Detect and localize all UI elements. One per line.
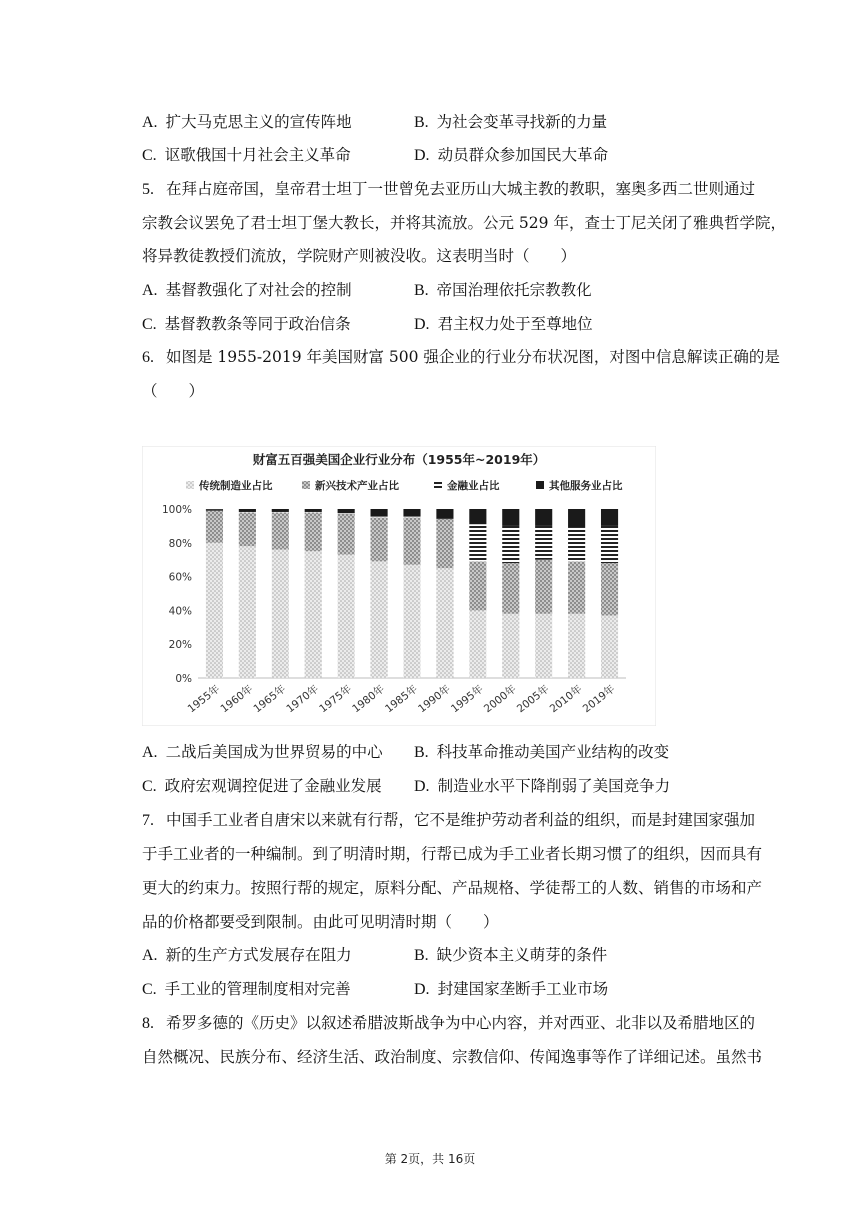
option-text: 封建国家垄断手工业市场	[437, 980, 609, 998]
option-letter: D.	[414, 778, 430, 795]
stem-text: 宗教会议罢免了君士坦丁堡大教长，并将其流放。公元 529 年，查士丁尼关闭了雅典哲学院，	[142, 214, 786, 232]
option-letter: B.	[414, 947, 429, 964]
bar-segment	[206, 510, 223, 511]
q5-option-d	[414, 314, 593, 335]
bar-segment	[272, 550, 289, 678]
bar-segment	[272, 512, 289, 549]
option-text: 二战后美国成为世界贸易的中心	[165, 743, 383, 761]
bar-segment	[535, 560, 552, 614]
x-tick-label: 2005年	[514, 682, 552, 716]
bar-segment	[568, 561, 585, 613]
q5-stem-line-1	[142, 179, 756, 200]
bar-segment	[206, 543, 223, 678]
q6-option-c	[142, 776, 382, 797]
bar-segment	[239, 512, 256, 513]
legend-item	[536, 479, 623, 492]
option-text: 基督教强化了对社会的控制	[165, 281, 352, 299]
q5-stem-line-3	[142, 246, 752, 266]
bar-segment	[502, 563, 519, 614]
option-text: 制造业水平下降削弱了美国竞争力	[437, 777, 671, 795]
bar-segment	[206, 511, 223, 543]
q8-stem-line-1	[142, 1013, 756, 1034]
legend-item	[186, 479, 273, 492]
question-number: 5.	[142, 181, 154, 198]
bar-segment	[502, 509, 519, 526]
x-tick-label: 1965年	[251, 682, 289, 716]
option-letter: D.	[414, 147, 430, 164]
stem-text: 中国手工业者自唐宋以来就有行帮，它不是维护劳动者利益的组织，而是封建国家强加	[166, 811, 756, 829]
option-letter: A.	[142, 114, 158, 131]
bar-segment	[469, 509, 486, 524]
q6-stem-line-2	[142, 381, 752, 401]
x-tick-label: 1975年	[317, 682, 355, 716]
q5-option-b	[414, 280, 592, 301]
option-letter: B.	[414, 744, 429, 761]
option-letter: B.	[414, 114, 429, 131]
option-letter: D.	[414, 981, 430, 998]
stem-text: 于手工业者的一种编制。到了明清时期，行帮已成为手工业者长期习惯了的组织，因而具有	[142, 845, 763, 863]
q5-stem-line-2	[142, 213, 786, 233]
x-tick-label: 1980年	[350, 682, 387, 716]
q5-option-c	[142, 314, 351, 335]
x-tick-label: 2010年	[547, 682, 585, 716]
bar-segment	[436, 519, 453, 568]
x-tick-label: 1970年	[284, 682, 322, 716]
option-text: 君主权力处于至尊地位	[437, 315, 593, 333]
y-tick-label: 40%	[168, 605, 192, 618]
bar-segment	[469, 610, 486, 678]
q6-stem-line-1	[142, 347, 780, 368]
option-text: 帝国治理依托宗教教化	[436, 281, 592, 299]
q6-option-b	[414, 742, 669, 763]
bar-segment	[568, 509, 585, 528]
q7-stem-line-4	[142, 912, 752, 932]
stem-text: 更大的约束力。按照行帮的规定，原料分配、产品规格、学徒帮工的人数、销售的市场和产	[142, 879, 763, 897]
q7-option-a	[142, 945, 352, 966]
bar-segment	[535, 509, 552, 526]
legend-label: 新兴技术产业占比	[315, 480, 399, 492]
bar-segment	[502, 526, 519, 563]
q4-option-d	[414, 145, 608, 166]
stem-text: 在拜占庭帝国，皇帝君士坦丁一世曾免去亚历山大城主教的教职，塞奥多西二世则通过	[166, 180, 756, 198]
stem-text: 品的价格都要受到限制。由此可见明清时期（ ）	[142, 913, 499, 931]
bar-segment	[206, 509, 223, 510]
chart-title: 财富五百强美国企业行业分布（1955年~2019年）	[252, 452, 546, 467]
question-number: 8.	[142, 1015, 154, 1032]
q4-option-c	[142, 145, 351, 166]
q7-option-c	[142, 979, 351, 1000]
x-tick-label: 1960年	[218, 682, 256, 716]
legend-item	[302, 479, 399, 492]
bar-segment	[239, 546, 256, 678]
option-letter: C.	[142, 981, 157, 998]
option-letter: C.	[142, 147, 157, 164]
bar-segment	[371, 517, 388, 518]
bar-segment	[403, 517, 420, 564]
bar-segment	[601, 563, 618, 615]
page-footer: 第 2页，共 16页	[384, 1152, 476, 1166]
q6-option-a	[142, 742, 383, 763]
x-tick-label: 2000年	[481, 682, 519, 716]
bar-segment	[469, 561, 486, 610]
bar-segment	[305, 551, 322, 678]
option-text: 政府宏观调控促进了金融业发展	[164, 777, 382, 795]
option-text: 讴歌俄国十月社会主义革命	[164, 146, 351, 164]
option-text: 手工业的管理制度相对完善	[164, 980, 351, 998]
option-letter: B.	[414, 282, 429, 299]
question-number: 6.	[142, 349, 154, 366]
question-number: 7.	[142, 812, 154, 829]
q4-option-a	[142, 112, 352, 133]
stem-text: 自然概况、民族分布、经济生活、政治制度、宗教信仰、传闻逸事等作了详细记述。虽然书	[142, 1048, 763, 1066]
bar-segment	[239, 509, 256, 512]
bar-segment	[403, 517, 420, 518]
option-text: 基督教教条等同于政治信条	[164, 315, 351, 333]
option-letter: A.	[142, 282, 158, 299]
bar-segment	[601, 615, 618, 678]
q7-option-b	[414, 945, 607, 966]
option-text: 科技革命推动美国产业结构的改变	[436, 743, 670, 761]
option-letter: D.	[414, 316, 430, 333]
bar-segment	[535, 526, 552, 560]
stem-text: 希罗多德的《历史》以叙述希腊波斯战争为中心内容，并对西亚、北非以及希腊地区的	[166, 1014, 756, 1032]
option-letter: C.	[142, 316, 157, 333]
legend-swatch	[186, 481, 194, 489]
legend-label: 其他服务业占比	[549, 480, 623, 492]
legend-swatch	[434, 481, 442, 489]
q4-option-b	[414, 112, 607, 133]
x-tick-label: 1990年	[416, 682, 453, 716]
stem-text: 将异教徒教授们流放，学院财产则被没收。这表明当时（ ）	[142, 247, 577, 265]
bar-segment	[371, 509, 388, 517]
bar-segment	[568, 528, 585, 562]
x-tick-label: 1955年	[185, 682, 223, 716]
bar-segment	[305, 512, 322, 551]
legend-swatch	[536, 481, 544, 489]
y-tick-label: 80%	[168, 537, 192, 550]
bar-segment	[568, 614, 585, 678]
bar-segment	[272, 512, 289, 513]
bar-segment	[305, 512, 322, 513]
bar-segment	[436, 509, 453, 518]
bar-segment	[436, 568, 453, 678]
bar-segment	[272, 509, 289, 512]
option-text: 新的生产方式发展存在阻力	[165, 946, 352, 964]
bar-segment	[601, 526, 618, 563]
option-letter: C.	[142, 778, 157, 795]
q7-stem-line-1	[142, 810, 756, 831]
x-tick-label: 2019年	[580, 682, 618, 716]
legend-swatch	[302, 481, 310, 489]
option-letter: A.	[142, 744, 158, 761]
y-tick-label: 0%	[175, 673, 192, 685]
bar-segment	[305, 509, 322, 512]
q6-option-d	[414, 776, 670, 797]
y-tick-label: 100%	[161, 504, 192, 516]
q8-stem-line-2	[142, 1047, 763, 1067]
y-tick-label: 20%	[168, 639, 192, 652]
bar-segment	[403, 565, 420, 678]
bar-segment	[403, 509, 420, 517]
x-tick-label: 1985年	[383, 682, 420, 716]
bar-segment	[338, 555, 355, 678]
q7-stem-line-2	[142, 844, 763, 864]
stem-text: 如图是 1955-2019 年美国财富 500 强企业的行业分布状况图，对图中信息解读正确的是	[166, 348, 780, 366]
bar-segment	[371, 561, 388, 678]
q5-option-a	[142, 280, 352, 301]
bar-segment	[371, 517, 388, 561]
option-text: 动员群众参加国民大革命	[437, 146, 609, 164]
option-text: 扩大马克思主义的宣传阵地	[165, 113, 352, 131]
bar-segment	[502, 614, 519, 678]
bar-segment	[338, 513, 355, 514]
q7-option-d	[414, 979, 608, 1000]
legend-label: 传统制造业占比	[199, 480, 273, 492]
legend-label: 金融业占比	[447, 480, 500, 492]
bar-segment	[601, 509, 618, 526]
bar-segment	[338, 514, 355, 555]
bar-segment	[239, 512, 256, 546]
bar-segment	[535, 614, 552, 678]
stem-text: （ ）	[142, 382, 205, 400]
y-tick-label: 60%	[168, 571, 192, 584]
option-text: 缺少资本主义萌芽的条件	[436, 946, 608, 964]
option-text: 为社会变革寻找新的力量	[436, 113, 608, 131]
bar-segment	[469, 524, 486, 561]
option-letter: A.	[142, 947, 158, 964]
bar-segment	[338, 509, 355, 513]
x-tick-label: 1995年	[448, 682, 486, 716]
bar-segment	[436, 518, 453, 519]
industry-distribution-chart	[142, 446, 656, 726]
q7-stem-line-3	[142, 878, 763, 898]
